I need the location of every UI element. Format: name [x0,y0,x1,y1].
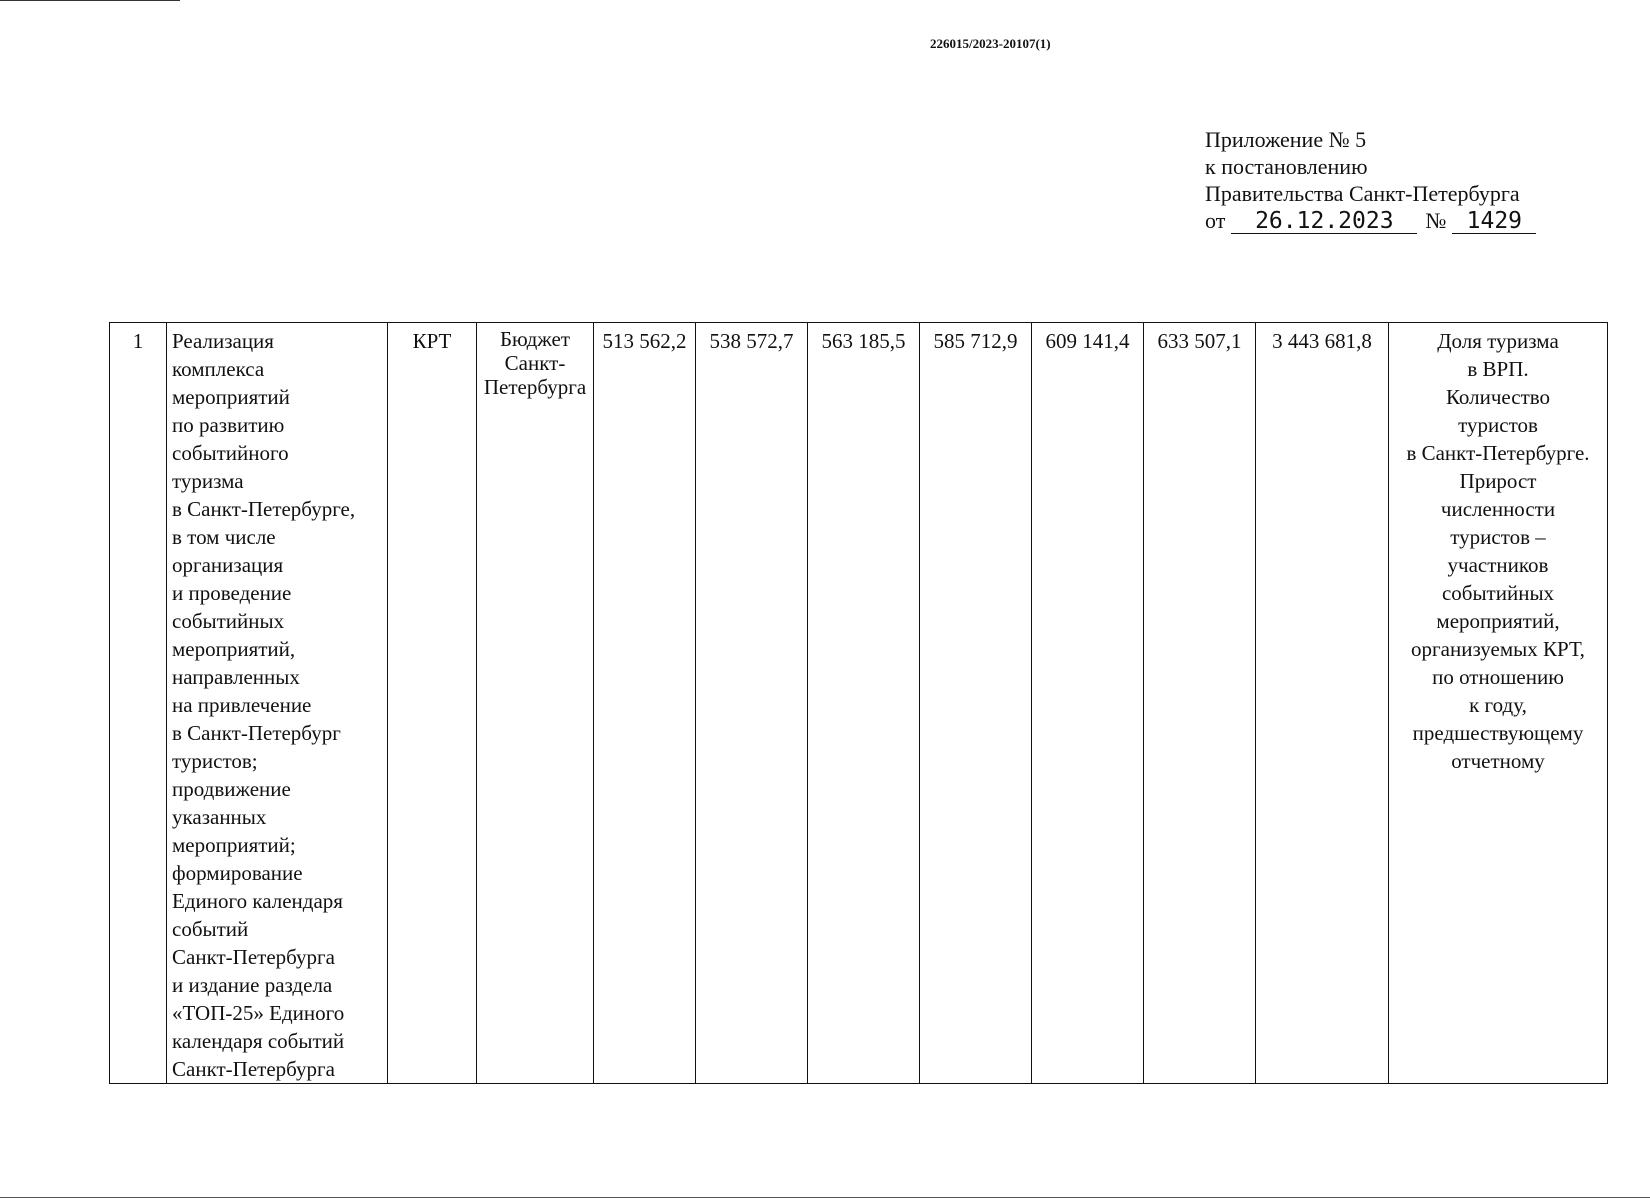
scan-mark-bottom [0,1197,1650,1198]
from-label: от [1205,208,1226,233]
amount-year-6: 633 507,1 [1144,323,1256,1084]
amount-year-1: 513 562,2 [594,323,696,1084]
performance-indicators: Доля туризма в ВРП. Количество туристов в Санкт-Петербурге. Прирост численности туристов – участников событийных мероприятий, организуемых КРТ, по отношению к году, предшествующему отчетному [1389,323,1608,1084]
appendix-title: Приложение № 5 [1205,127,1367,152]
row-number: 1 [110,323,167,1084]
document-id: 226015/2023-20107(1) [930,36,1051,51]
appendix-block [1205,126,1536,234]
appendix-date-number-row [1205,207,1536,234]
number-sign: № [1425,208,1447,233]
appendix-line-government: Правительства Санкт-Петербурга [1205,181,1520,206]
amount-year-5: 609 141,4 [1032,323,1144,1084]
amount-year-2: 538 572,7 [696,323,808,1084]
activity-name: Реализация комплекса мероприятий по развитию событийного туризма в Санкт-Петербурге, в том числе организация и проведение событийных мероприятий, направленных на привлечение в Санкт-Петербург туристов; продвижение указанных мероприятий; формирование Единого календаря событий Санкт-Петербурга и издание раздела «ТОП-25» Единого календаря событий Санкт-Петербурга [167,323,388,1084]
appendix-line-resolution: к постановлению [1205,154,1368,179]
funding-source: Бюджет Санкт- Петербурга [477,323,594,1084]
resolution-number: 1429 [1452,209,1536,234]
amount-year-4: 585 712,9 [920,323,1032,1084]
amount-year-3: 563 185,5 [808,323,920,1084]
table-row [110,323,1608,1084]
scan-mark-top-left [0,0,180,1]
amount-total: 3 443 681,8 [1256,323,1389,1084]
budget-table [109,322,1608,1084]
executor: КРТ [388,323,477,1084]
resolution-date: 26.12.2023 [1231,209,1417,234]
